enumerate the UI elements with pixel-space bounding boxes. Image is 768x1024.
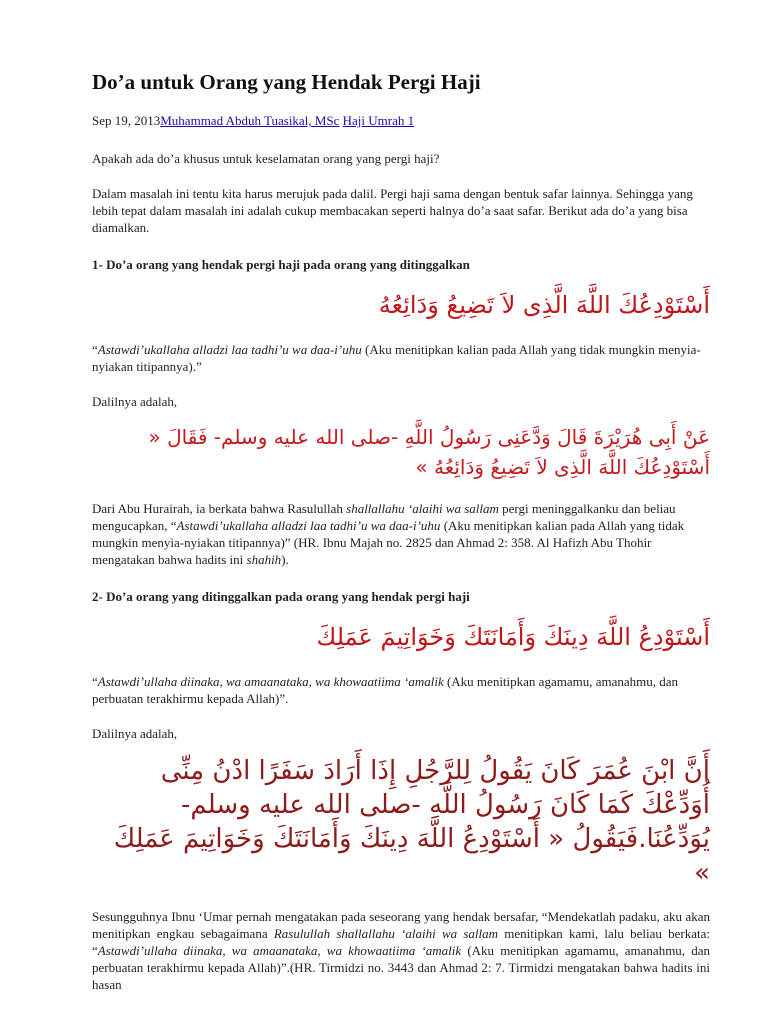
section2-hadith-arabic: أَنَّ ابْنَ عُمَرَ كَانَ يَقُولُ لِلرَّجُلِ إِذَا أَرَادَ سَفَرًا ادْنُ مِنِّى أُوَدِّعْكَ كَمَا كَانَ رَسُولُ اللَّهِ -صلى الله عليه وسلم- يُوَدِّعُنَا.فَيَقُولُ « أَسْتَوْدِعُ اللَّهَ دِينَكَ وَأَمَانَتَكَ وَخَوَاتِيمَ عَمَلِكَ »	[113, 756, 710, 888]
article-title: Do’a untuk Orang yang Hendak Pergi Haji	[92, 70, 481, 94]
section2-arabic-doa: أَسْتَوْدِعُ اللَّهَ دِينَكَ وَأَمَانَتَكَ وَخَوَاتِيمَ عَمَلِكَ	[316, 623, 710, 651]
section2-translation: (Aku menitipkan agamamu, amanahmu, dan perbuatan terakhirmu kepada Allah)”.	[92, 674, 679, 706]
section1-hadith-arabic: عَنْ أَبِى هُرَيْرَةَ قَالَ وَدَّعَنِى رَسُولُ اللَّهِ -صلى الله عليه وسلم- فَقَالَ « أَسْتَوْدِعُكَ اللَّهَ الَّذِى لاَ تَضِيعُ وَدَائِعُهُ »	[148, 425, 710, 479]
intro-paragraph: Dalam masalah ini tentu kita harus merujuk pada dalil. Pergi haji sama dengan bentuk safar lainnya. Sehingga yang lebih tepat dalam masalah ini adalah cukup membacakan seperti halnya do’a saat safar. Berikut ada do’a yang bisa diamalkan.	[92, 186, 693, 235]
section1-expl-italic2: Astawdi’ukallaha alladzi laa tadhi’u wa daa-i’uhu	[176, 518, 441, 533]
section1-translit-paragraph: “Astawdi’ukallaha alladzi laa tadhi’u wa daa-i’uhu (Aku menitipkan kalian pada Allah yang tidak mungkin menyia-nyiakan titipannya).”	[92, 342, 701, 374]
category-link[interactable]: Haji Umrah 1	[342, 113, 415, 128]
section1-translation: (Aku menitipkan kalian pada Allah yang tidak mungkin menyia-nyiakan titipannya).”	[92, 342, 701, 374]
section1-dalil-label: Dalilnya adalah,	[92, 394, 178, 409]
section1-expl-italic3: shahih	[246, 552, 282, 567]
section1-expl-part4: ).	[281, 552, 289, 567]
section1-arabic-doa: أَسْتَوْدِعُكَ اللَّهَ الَّذِى لاَ تَضِيعُ وَدَائِعُهُ	[378, 291, 710, 319]
section2-translit-paragraph: “Astawdi’ullaha diinaka, wa amaanataka, wa khowaatiima ‘amalik (Aku menitipkan agamamu, amanahmu, dan perbuatan terakhirmu kepada Allah)”.	[92, 674, 679, 706]
intro-question: Apakah ada do’a khusus untuk keselamatan orang yang pergi haji?	[92, 151, 440, 166]
section1-expl-part1: Dari Abu Hurairah, ia berkata bahwa Rasulullah	[92, 501, 347, 516]
section1-heading: 1- Do’a orang yang hendak pergi haji pada orang yang ditinggalkan	[92, 257, 470, 272]
section1-translit: Astawdi’ukallaha alladzi laa tadhi’u wa daa-i’uhu	[97, 342, 362, 357]
article-meta	[92, 112, 710, 130]
section2-expl-part2: menitipkan kami, lalu beliau berkata: “	[92, 926, 710, 958]
section2-dalil-label: Dalilnya adalah,	[92, 726, 178, 741]
section2-expl-part1: Sesungguhnya Ibnu ‘Umar pernah mengatakan pada seseorang yang hendak bersafar, “Mendekatlah padaku, aku akan menitipkan engkau sebagaimana	[92, 909, 710, 941]
author-link[interactable]: Muhammad Abduh Tuasikal, MSc	[160, 113, 340, 128]
section1-expl-part2: pergi meninggalkanku dan beliau mengucapkan, “	[92, 501, 676, 533]
section1-explanation	[92, 500, 710, 568]
section1-expl-italic1: shallallahu ‘alaihi wa sallam	[346, 501, 499, 516]
section2-expl-italic2: Astawdi’ullaha diinaka, wa amaanataka, wa khowaatiima ‘amalik	[97, 943, 462, 958]
section2-explanation	[92, 908, 710, 993]
section2-expl-part3: (Aku menitipkan agamamu, amanahmu, dan perbuatan terakhirmu kepada Allah)”.(HR. Tirmidzi no. 3443 dan Ahmad 2: 7. Tirmidzi mengatakan bahwa hadits ini hasan	[92, 943, 710, 992]
section1-expl-part3: (Aku menitipkan kalian pada Allah yang tidak mungkin menyia-nyiakan titipannya)” (HR. Ibnu Majah no. 2825 dan Ahmad 2: 358. Al Hafizh Abu Thohir mengatakan bahwa hadits ini	[92, 518, 685, 567]
section2-translit: Astawdi’ullaha diinaka, wa amaanataka, wa khowaatiima ‘amalik	[97, 674, 444, 689]
section2-heading: 2- Do’a orang yang ditinggalkan pada orang yang hendak pergi haji	[92, 589, 470, 604]
section2-expl-italic1: Rasulullah shallallahu ‘alaihi wa sallam	[273, 926, 499, 941]
post-date: Sep 19, 2013	[92, 113, 161, 128]
